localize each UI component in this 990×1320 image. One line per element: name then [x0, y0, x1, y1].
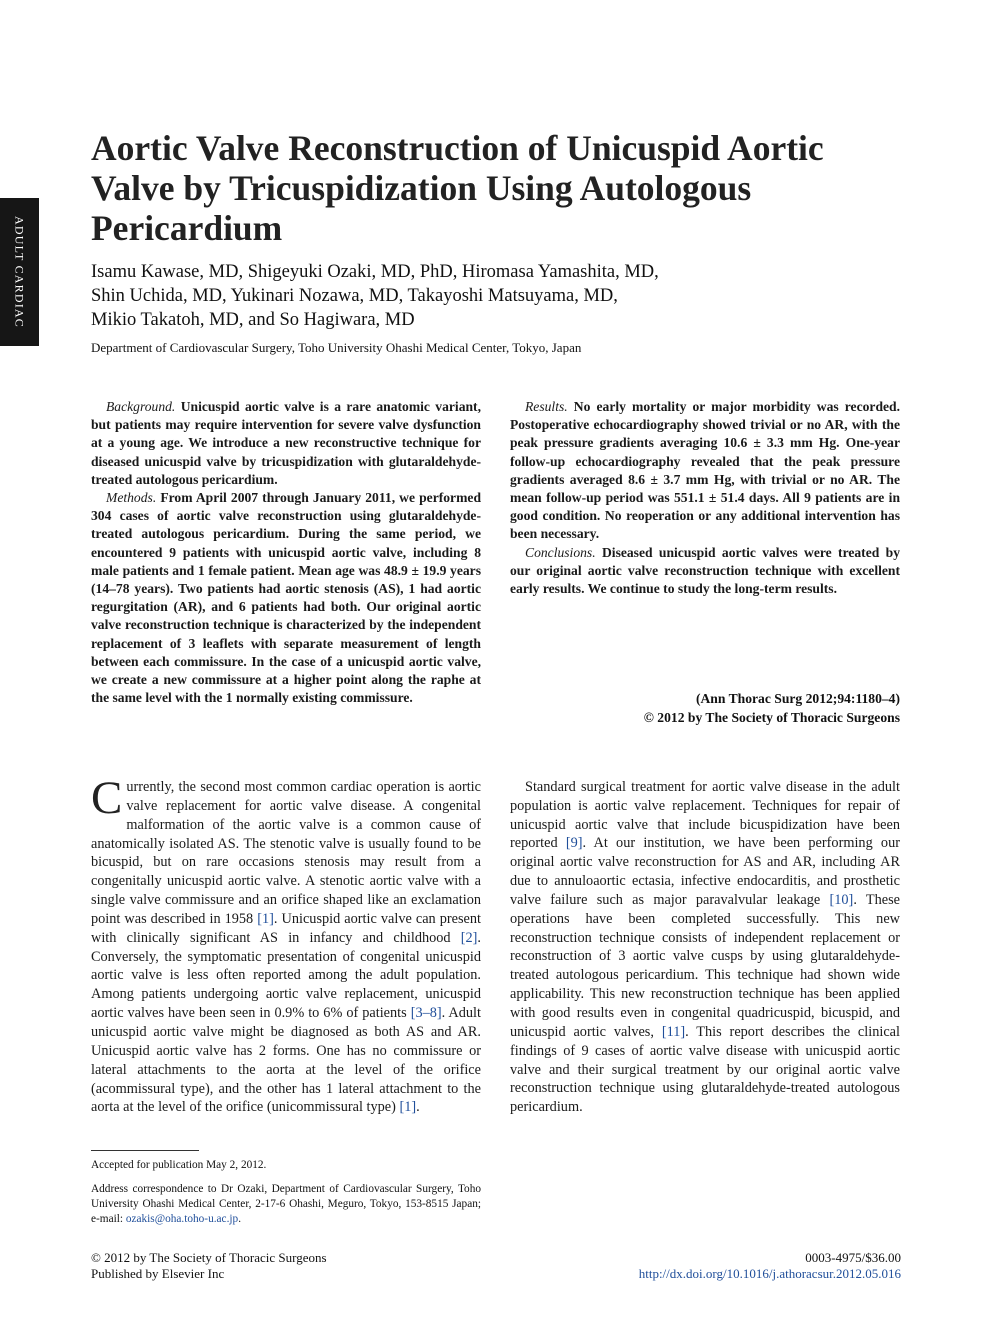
footer-copyright: © 2012 by The Society of Thoracic Surgeons	[91, 1250, 327, 1265]
footnote-divider	[91, 1150, 199, 1151]
body-left-column	[91, 778, 481, 1118]
abstract-copyright: © 2012 by The Society of Thoracic Surgeons	[643, 709, 900, 725]
abstract-heading: Conclusions.	[525, 544, 596, 560]
section-tab-label: ADULT CARDIAC	[12, 216, 27, 328]
body-right-column	[510, 778, 900, 1231]
footer-publisher: Published by Elsevier Inc	[91, 1266, 225, 1281]
intro-paragraph	[91, 1117, 481, 1118]
reference-link[interactable]: [1]	[257, 910, 274, 927]
abstract-text: From April 2007 through January 2011, we performed 304 cases of aortic valve reconstruction using glutaraldehyde-treated autologous pericardium. During the same period, we encountered 9 patients with unicuspid aortic valve, including 8 male patients and 1 female patient. Mean age was 48.9 ± 19.9 years (14–78 years). Two patients had aortic stenosis (AS), 1 had aortic regurgitation (AR), and 6 patients had both. Our original aortic valve reconstruction technique is characterized by the independent replacement of 3 leaflets with separate measurement of length between each commissure. In the case of a unicuspid aortic valve, we create a new commissure at a higher point along the raphe at the same level with the 1 normally existing commissure.	[91, 490, 481, 706]
article-title	[91, 128, 891, 248]
citation-block	[510, 690, 900, 727]
journal-citation: (Ann Thorac Surg 2012;94:1180–4)	[695, 691, 900, 706]
footer-left	[91, 1250, 327, 1282]
body-text: . This report describes the clinical findings of 9 cases of aortic valve disease with unicuspid aortic valve and their surgical treatment by our original aortic valve reconstruction technique using glutaraldehyde-treated autologous pericardium.	[510, 1023, 900, 1116]
abstract-results	[510, 398, 900, 544]
intro-paragraph	[510, 778, 900, 1117]
abstract-background	[91, 398, 481, 489]
abstract-heading: Results.	[525, 399, 568, 414]
reference-link[interactable]: [3–8]	[410, 1005, 442, 1022]
body-text: . Adult unicuspid aortic valve might be diagnosed as both AS and AR. Unicuspid aortic valve has 2 forms. One has no commissure or lateral attachments to the aorta at the level of the orifice (acommissural type), and the other has 1 lateral attachment to the aorta at the level of the orifice (unicommissural type)	[91, 1005, 481, 1116]
abstract-heading: Background.	[106, 399, 176, 414]
abstract-right-column	[510, 398, 900, 598]
abstract-text: Unicuspid aortic valve is a rare anatomic variant, but patients may require intervention for severe valve dysfunction at a young age. We introduce a new reconstructive technique for diseased unicuspid valve by tricuspidization with glutaraldehyde-treated autologous pericardium.	[91, 399, 481, 487]
body-text: . Unicuspid aortic valve can present with clinically significant AS in infancy and childhood	[91, 910, 481, 946]
author-line: Shin Uchida, MD, Yukinari Nozawa, MD, Takayoshi Matsuyama, MD,	[91, 286, 618, 306]
reference-link[interactable]: [10]	[829, 891, 854, 908]
abstract-text: Diseased unicuspid aortic valves were treated by our original aortic valve reconstruction technique with excellent early results. We continue to study the long-term results.	[510, 544, 900, 597]
footer-right	[560, 1250, 901, 1282]
body-text: Standard surgical treatment for aortic valve disease in the adult population is aortic valve replacement. Techniques for repair of unicuspid aortic valve that include bicuspidization have been reported	[510, 778, 900, 852]
title-line: Aortic Valve Reconstruction of Unicuspid Aortic	[91, 128, 824, 168]
reference-link[interactable]: [1]	[399, 1099, 417, 1116]
correspondence-text: Address correspondence to Dr Ozaki, Department of Cardiovascular Surgery, Toho University Ohashi Medical Center, 2-17-6 Ohashi, Meguro, Tokyo, 153-8515 Japan; e-mail:	[91, 1183, 481, 1225]
doi-link[interactable]: http://dx.doi.org/10.1016/j.athoracsur.2012.05.016	[638, 1266, 901, 1281]
author-list	[91, 260, 911, 332]
reference-link[interactable]: [2]	[460, 929, 478, 946]
reference-link[interactable]: [9]	[565, 835, 583, 852]
body-text: urrently, the second most common cardiac operation is aortic valve replacement for aortic valve disease. A congenital malformation of the aortic valve is a common cause of anatomically isolated AS. The stenotic valve is usually found to be bicuspid, but on rare occasions stenosis may result from a congenitally unicuspid aortic valve. A stenotic aortic valve with a single valve commissure and an orifice shaped like an exclamation point was described in 1958	[91, 779, 481, 927]
affiliation: Department of Cardiovascular Surgery, Toho University Ohashi Medical Center, Tokyo, Japan	[91, 340, 582, 355]
abstract-text: No early mortality or major morbidity was recorded. Postoperative echocardiography showed trivial or no AR, with the peak pressure gradients averaging 10.6 ± 3.3 mm Hg. One-year follow-up echocardiography revealed that the peak pressure gradients averaged 8.6 ± 3.7 mm Hg, with trivial or no AR. The mean follow-up period was 551.1 ± 51.4 days. All 9 patients are in good condition. No reoperation or any additional intervention has been necessary.	[510, 399, 900, 542]
body-text: .	[416, 1099, 420, 1116]
reference-link[interactable]: [11]	[661, 1023, 686, 1040]
footnotes	[91, 1158, 481, 1236]
intro-paragraph	[91, 778, 481, 1117]
body-text: . Conversely, the symptomatic presentation of congenital unicuspid aortic valve is less often reported among the adult population. Among patients undergoing aortic valve replacement, unicuspid aortic valves have been seen in 0.9% to 6% of patients	[91, 929, 481, 1022]
abstract-heading: Methods.	[106, 490, 157, 506]
title-line: Valve by Tricuspidization Using Autologous	[91, 168, 752, 208]
correspondence-note	[91, 1182, 481, 1227]
title-line: Pericardium	[91, 208, 283, 248]
drop-cap: C	[91, 778, 123, 824]
body-text: . These operations have been completed successfully. This new reconstruction technique consists of independent replacement or reconstruction of 3 aortic valve cusps by using glutaraldehyde-treated autologous pericardium. This technique had shown wide applicability. This new reconstruction technique has been applied with good results even in congenital quadricuspid, bicuspid, and unicuspid aortic valves,	[510, 891, 900, 1040]
abstract-methods	[91, 489, 481, 707]
abstract-left-column	[91, 398, 481, 730]
correspondence-end: .	[238, 1213, 242, 1225]
body-flow	[510, 778, 900, 1117]
section-tab	[0, 198, 39, 346]
body-flow	[91, 778, 481, 1118]
abstract-conclusions	[510, 544, 900, 599]
body-text: . At our institution, we have been performing our original aortic valve reconstruction for AS and AR, including AR due to annuloaortic ectasia, infective endocarditis, and prosthetic valve failure such as major paravalvular leakage	[510, 835, 900, 908]
author-line: Mikio Takatoh, MD, and So Hagiwara, MD	[91, 310, 415, 330]
email-link[interactable]: ozakis@oha.toho-u.ac.jp	[125, 1213, 239, 1225]
author-line: Isamu Kawase, MD, Shigeyuki Ozaki, MD, PhD, Hiromasa Yamashita, MD,	[91, 262, 659, 282]
footer-issn: 0003-4975/$36.00	[805, 1250, 901, 1265]
accepted-note: Accepted for publication May 2, 2012.	[91, 1159, 267, 1171]
